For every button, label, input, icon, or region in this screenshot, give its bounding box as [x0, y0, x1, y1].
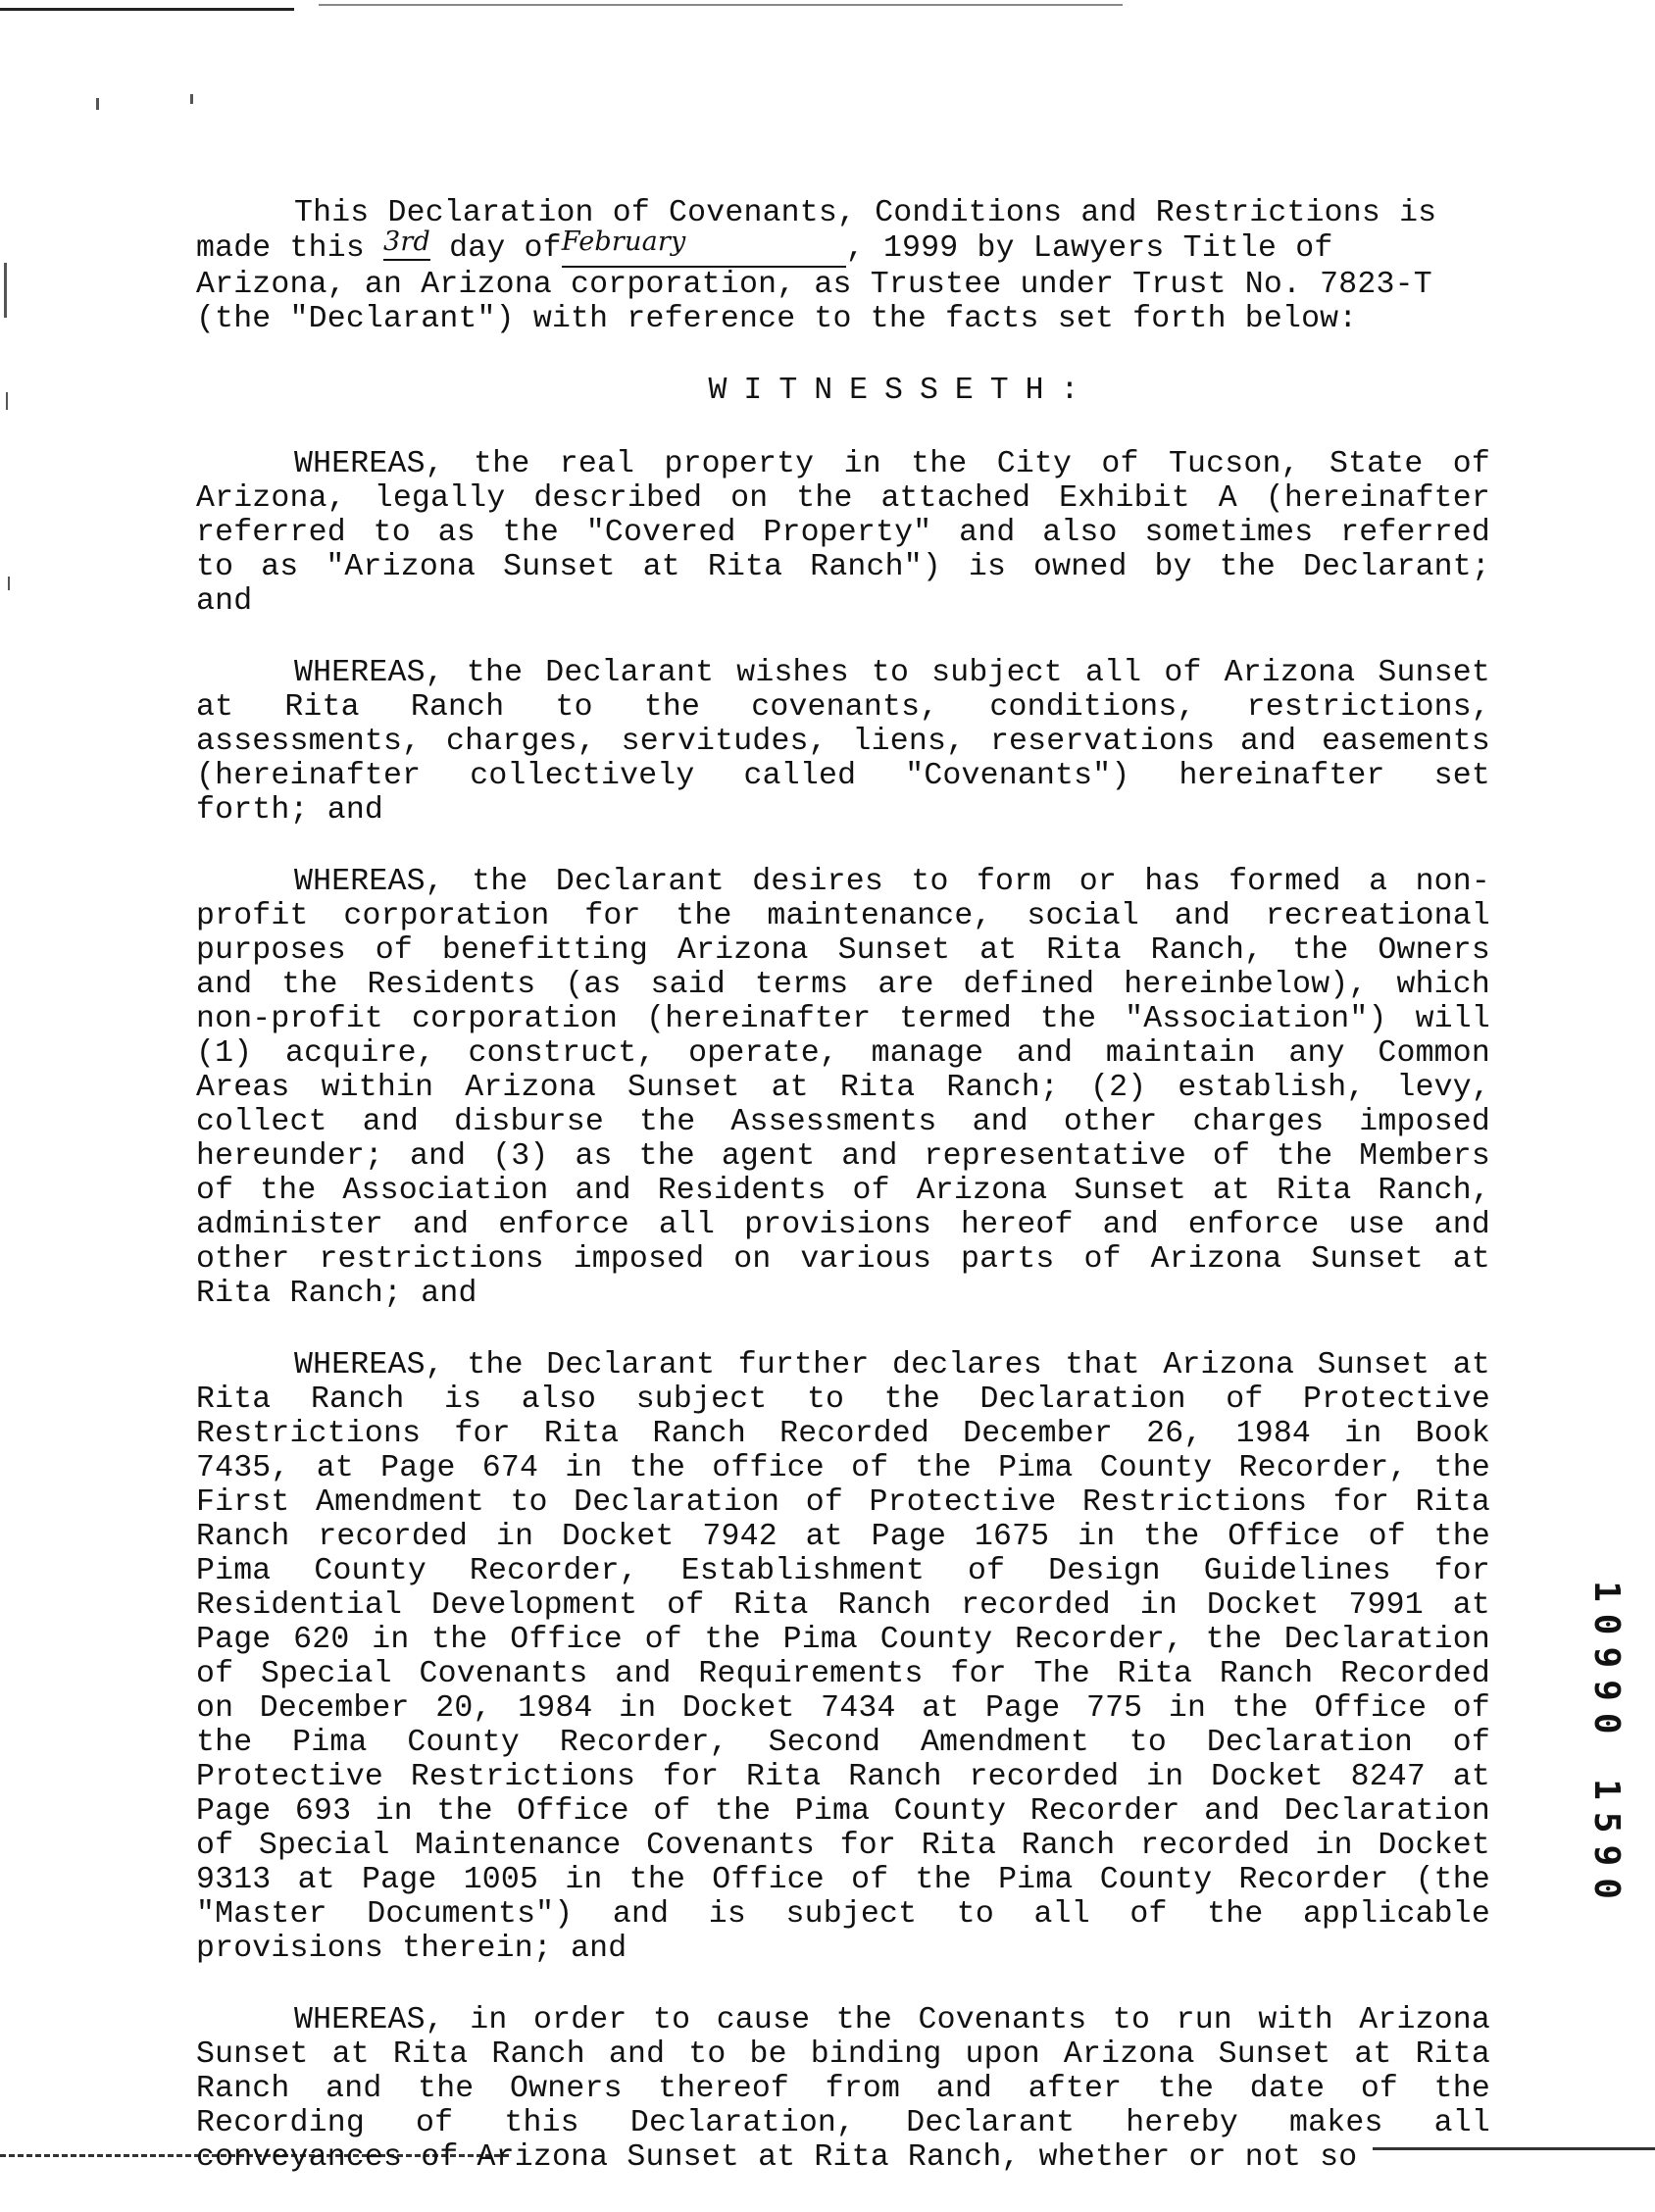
paragraph-line: profit corporation for the maintenance, social and recreational [196, 899, 1490, 933]
paragraph-line: forth; and [196, 793, 384, 828]
margin-speck [8, 577, 10, 590]
paragraph-line: Residential Development of Rita Ranch recorded in Docket 7991 at [196, 1588, 1490, 1623]
witnesseth-heading: WITNESSETH: [708, 374, 1096, 408]
day-of-label: day of [449, 231, 562, 266]
intro-line: This Declaration of Covenants, Conditions and Restrictions is [294, 196, 1437, 230]
paragraph-line: assessments, charges, servitudes, liens, reservations and easements [196, 725, 1490, 759]
handwritten-month: February [561, 226, 686, 257]
paragraph-line: Areas within Arizona Sunset at Rita Ranch; (2) establish, levy, [196, 1071, 1490, 1105]
paragraph-line: WHEREAS, in order to cause the Covenants to run with Arizona [294, 2003, 1490, 2037]
paragraph-line: Rita Ranch is also subject to the Declaration of Protective [196, 1382, 1490, 1417]
top-scan-rule-2 [319, 4, 1123, 6]
paragraph-line: referred to as the "Covered Property" and also sometimes referred [196, 516, 1490, 550]
margin-speck [190, 94, 193, 104]
paragraph-line: WHEREAS, the real property in the City of Tucson, State of [294, 447, 1490, 481]
paragraph-line: conveyances of Arizona Sunset at Rita Ranch, whether or not so [196, 2140, 1358, 2175]
intro-line: made this [196, 231, 365, 266]
paragraph-line: other restrictions imposed on various parts of Arizona Sunset at [196, 1242, 1490, 1277]
paragraph-line: non-profit corporation (hereinafter termed the "Association") will [196, 1002, 1490, 1036]
paragraph-line: Ranch and the Owners thereof from and after the date of the [196, 2072, 1490, 2106]
paragraph-line: to as "Arizona Sunset at Rita Ranch") is owned by the Declarant; [196, 550, 1490, 584]
paragraph-line: of the Association and Residents of Arizona Sunset at Rita Ranch, [196, 1174, 1490, 1208]
paragraph-line: (hereinafter collectively called "Covenants") hereinafter set [196, 759, 1490, 793]
month-blank [561, 226, 846, 268]
paragraph-line: Recording of this Declaration, Declarant hereby makes all [196, 2106, 1490, 2140]
declaration-document [196, 196, 1490, 2212]
paragraph-line: Restrictions for Rita Ranch Recorded December 26, 1984 in Book [196, 1417, 1490, 1451]
paragraph-line: the Pima County Recorder, Second Amendment to Declaration of [196, 1726, 1490, 1760]
margin-speck [96, 98, 99, 110]
paragraph-line: at Rita Ranch to the covenants, conditions, restrictions, [196, 690, 1490, 725]
whereas-paragraph [196, 865, 1490, 1311]
whereas-paragraph [196, 1348, 1490, 1966]
margin-speck [6, 392, 8, 410]
paragraph-line: Sunset at Rita Ranch and to be binding upon Arizona Sunset at Rita [196, 2037, 1490, 2072]
recording-stamp-number: 10990 1590 [1585, 1580, 1627, 1911]
paragraph-line: Ranch recorded in Docket 7942 at Page 1675 in the Office of the [196, 1520, 1490, 1554]
paragraph-line: 7435, at Page 674 in the office of the Pima County Recorder, the [196, 1451, 1490, 1485]
recording-stamp [1577, 1539, 1635, 1951]
paragraph-line: and the Residents (as said terms are defined hereinbelow), which [196, 968, 1490, 1002]
paragraph-line: Page 620 in the Office of the Pima County Recorder, the Declaration [196, 1623, 1490, 1657]
handwritten-day: 3rd [383, 225, 430, 261]
whereas-paragraph [196, 656, 1490, 828]
intro-line: Arizona, an Arizona corporation, as Trustee under Trust No. 7823-T [196, 268, 1432, 302]
paragraph-line: Page 693 in the Office of the Pima County Recorder and Declaration [196, 1794, 1490, 1829]
paragraph-line: hereunder; and (3) as the agent and representative of the Members [196, 1139, 1490, 1174]
intro-paragraph [196, 196, 1490, 336]
paragraph-line: (1) acquire, construct, operate, manage and maintain any Common [196, 1036, 1490, 1071]
paragraph-line: Pima County Recorder, Establishment of Design Guidelines for [196, 1554, 1490, 1588]
whereas-paragraph [196, 2003, 1490, 2175]
paragraph-line: purposes of benefitting Arizona Sunset at Rita Ranch, the Owners [196, 933, 1490, 968]
paragraph-line: of Special Maintenance Covenants for Rita Ranch recorded in Docket [196, 1829, 1490, 1863]
paragraph-line: "Master Documents") and is subject to all of the applicable [196, 1897, 1490, 1932]
paragraph-line: collect and disburse the Assessments and other charges imposed [196, 1105, 1490, 1139]
paragraph-line: 9313 at Page 1005 in the Office of the Pima County Recorder (the [196, 1863, 1490, 1897]
paragraph-line: and [196, 584, 253, 619]
paragraph-line: on December 20, 1984 in Docket 7434 at Page 775 in the Office of [196, 1691, 1490, 1726]
whereas-paragraph [196, 447, 1490, 619]
paragraph-line: of Special Covenants and Requirements for The Rita Ranch Recorded [196, 1657, 1490, 1691]
year-text: , 1999 by Lawyers Title of [845, 231, 1333, 266]
paragraph-line: WHEREAS, the Declarant wishes to subject all of Arizona Sunset [294, 656, 1490, 690]
paragraph-line: Arizona, legally described on the attached Exhibit A (hereinafter [196, 481, 1490, 516]
intro-date-line [196, 226, 1490, 268]
intro-line: (the "Declarant") with reference to the facts set forth below: [196, 302, 1358, 336]
paragraph-line: Protective Restrictions for Rita Ranch recorded in Docket 8247 at [196, 1760, 1490, 1794]
paragraph-line: administer and enforce all provisions hereof and enforce use and [196, 1208, 1490, 1242]
paragraph-line: provisions therein; and [196, 1932, 627, 1966]
paragraph-line: WHEREAS, the Declarant further declares that Arizona Sunset at [294, 1348, 1490, 1382]
paragraph-line: WHEREAS, the Declarant desires to form or has formed a non- [294, 865, 1490, 899]
whereas-paragraphs [196, 447, 1490, 2175]
margin-speck [4, 263, 7, 318]
paragraph-line: Rita Ranch; and [196, 1277, 477, 1311]
paragraph-line: First Amendment to Declaration of Protective Restrictions for Rita [196, 1485, 1490, 1520]
top-scan-rule [0, 8, 294, 11]
